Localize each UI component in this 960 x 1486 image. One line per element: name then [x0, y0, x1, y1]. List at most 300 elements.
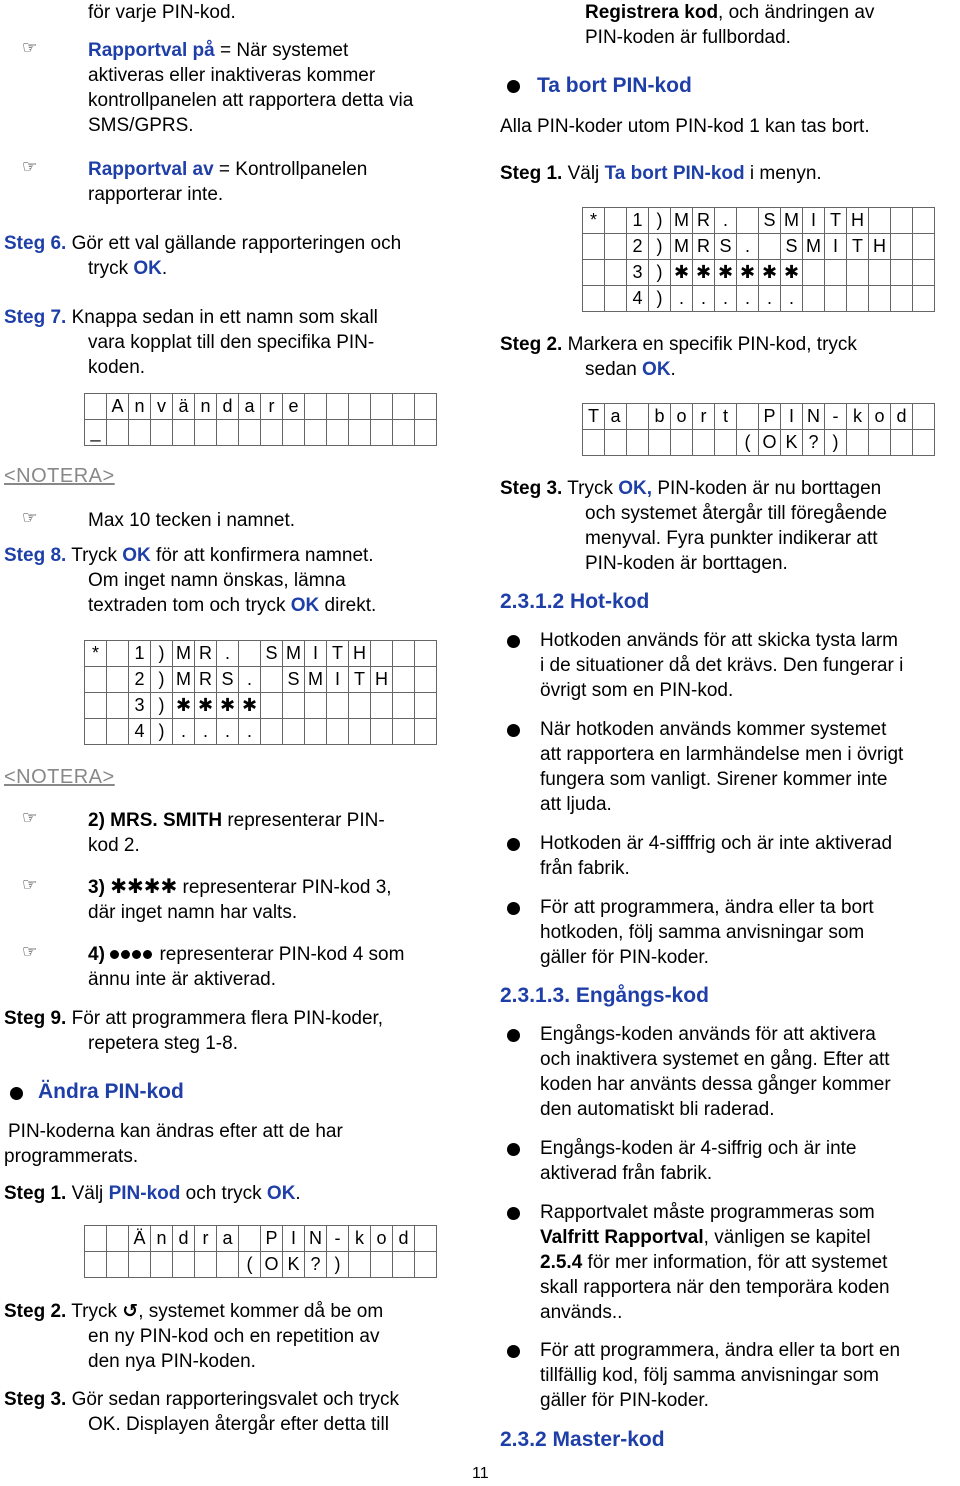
bullet-dot-icon: [507, 724, 520, 737]
lcd-cell: ?: [803, 430, 825, 456]
lcd-cell: ): [151, 719, 173, 745]
lcd-cell: (: [737, 430, 759, 456]
lcd-cell: [847, 260, 869, 286]
step-line: Steg 3. Gör sedan rapporteringsvalet och tryck: [4, 1389, 399, 1410]
lcd-cell: k: [349, 1226, 371, 1252]
text-line: För att programmera, ändra eller ta bort en: [540, 1340, 901, 1361]
lcd-cell: [393, 719, 415, 745]
lcd-cell: ✱: [781, 260, 803, 286]
text-line: 4) representerar PIN-kod 4 som: [88, 944, 405, 965]
lcd-cell: [305, 719, 327, 745]
lcd-cell: [891, 260, 913, 286]
lcd-cell: H: [371, 667, 393, 693]
section-heading: 2.3.1.2 Hot-kod: [500, 590, 650, 613]
lcd-cell: [349, 693, 371, 719]
lcd-cell: [913, 208, 935, 234]
lcd-cell: a: [217, 1226, 239, 1252]
lcd-cell: [605, 208, 627, 234]
lcd-cell: [349, 719, 371, 745]
lcd-cell: [393, 693, 415, 719]
lcd-cell: [107, 641, 129, 667]
lcd-cell: [847, 286, 869, 312]
lcd-cell: A: [107, 394, 129, 420]
lcd-cell: O: [261, 1252, 283, 1278]
lcd-cell: ): [649, 208, 671, 234]
lcd-cell: S: [715, 234, 737, 260]
lcd-cell: M: [173, 641, 195, 667]
lcd-cell: H: [349, 641, 371, 667]
text-line: Max 10 tecken i namnet.: [88, 510, 295, 531]
bullet-dot-icon: [507, 902, 520, 915]
lcd-cell: o: [869, 404, 891, 430]
lcd-cell: ): [649, 234, 671, 260]
lcd-row: [85, 394, 437, 420]
lcd-cell: T: [583, 404, 605, 430]
lcd-cell: H: [869, 234, 891, 260]
lcd-cell: [349, 420, 371, 446]
lcd-row: [85, 1226, 437, 1252]
bullet-dot-icon: [507, 635, 520, 648]
lcd-cell: v: [151, 394, 173, 420]
lcd-cell: .: [715, 286, 737, 312]
lcd-cell: d: [217, 394, 239, 420]
lcd-cell: N: [803, 404, 825, 430]
text-line: skall rapportera när den temporära koden: [540, 1277, 890, 1298]
lcd-cell: .: [737, 286, 759, 312]
lcd-cell: [107, 1252, 129, 1278]
lcd-cell: [107, 667, 129, 693]
text-line: Engångs-koden är 4-siffrig och är inte: [540, 1138, 857, 1159]
lcd-cell: I: [803, 208, 825, 234]
section-heading: 2.3.1.3. Engångs-kod: [500, 984, 709, 1007]
pointing-hand-icon: ☞: [22, 808, 38, 828]
text-line: i de situationer då det krävs. Den fungerar i: [540, 655, 904, 676]
lcd-cell: [217, 1252, 239, 1278]
lcd-cell: T: [349, 667, 371, 693]
pointing-hand-icon: ☞: [22, 38, 38, 58]
lcd-cell: H: [847, 208, 869, 234]
lcd-cell: -: [825, 404, 847, 430]
lcd-cell: T: [847, 234, 869, 260]
lcd-cell: [913, 430, 935, 456]
text-line: och inaktivera systemet en gång. Efter att: [540, 1049, 890, 1070]
lcd-cell: [649, 430, 671, 456]
lcd-cell: M: [671, 234, 693, 260]
step-line: Steg 3. Tryck OK, PIN-koden är nu borttagen: [500, 478, 882, 499]
lcd-cell: S: [759, 208, 781, 234]
lcd-cell: _: [85, 420, 107, 446]
text-line: Valfritt Rapportval, vänligen se kapitel: [540, 1227, 871, 1248]
bullet-dot-icon: [507, 1143, 520, 1156]
lcd-cell: P: [261, 1226, 283, 1252]
text-line: hotkoden, följ samma anvisningar som: [540, 922, 865, 943]
lcd-cell: a: [605, 404, 627, 430]
lcd-cell: M: [173, 667, 195, 693]
lcd-display-pin-list: [582, 207, 935, 312]
notera-label: <NOTERA>: [4, 766, 115, 788]
lcd-cell: S: [283, 667, 305, 693]
lcd-cell: [371, 394, 393, 420]
lcd-cell: [737, 404, 759, 430]
lcd-cell: .: [693, 286, 715, 312]
lcd-cell: r: [195, 1226, 217, 1252]
lcd-row: [583, 430, 935, 456]
text-line: För att programmera, ändra eller ta bort: [540, 897, 874, 918]
lcd-cell: [847, 430, 869, 456]
lcd-cell: [371, 641, 393, 667]
lcd-cell: M: [671, 208, 693, 234]
lcd-cell: ✱: [239, 693, 261, 719]
lcd-cell: [605, 234, 627, 260]
step-line: Steg 7. Knappa sedan in ett namn som skall: [4, 307, 378, 328]
lcd-display-name: [84, 393, 437, 446]
text-line: gäller för PIN-koder.: [540, 947, 709, 968]
lcd-cell: I: [825, 234, 847, 260]
lcd-cell: ✱: [737, 260, 759, 286]
lcd-cell: [107, 1226, 129, 1252]
lcd-cell: [415, 1252, 437, 1278]
lcd-cell: ✱: [217, 693, 239, 719]
text-line: en ny PIN-kod och en repetition av: [88, 1326, 380, 1347]
lcd-row: [583, 208, 935, 234]
text-line: textraden tom och tryck OK direkt.: [88, 595, 377, 616]
lcd-cell: M: [781, 208, 803, 234]
text-line: används..: [540, 1302, 623, 1323]
lcd-cell: e: [283, 394, 305, 420]
text-line: rapporterar inte.: [88, 184, 224, 205]
lcd-cell: K: [283, 1252, 305, 1278]
lcd-row: [583, 234, 935, 260]
text-line: Alla PIN-koder utom PIN-kod 1 kan tas bort.: [500, 116, 870, 137]
text-line: för varje PIN-kod.: [88, 2, 236, 23]
lcd-cell: [173, 1252, 195, 1278]
lcd-cell: ): [327, 1252, 349, 1278]
lcd-cell: [825, 286, 847, 312]
lcd-cell: d: [393, 1226, 415, 1252]
lcd-cell: Ä: [129, 1226, 151, 1252]
lcd-cell: [327, 693, 349, 719]
lcd-cell: [261, 719, 283, 745]
lcd-cell: [891, 286, 913, 312]
lcd-cell: [85, 394, 107, 420]
text-line: SMS/GPRS.: [88, 115, 194, 136]
lcd-display-pin-list: [84, 640, 437, 745]
text-line: koden.: [88, 357, 146, 378]
lcd-cell: [913, 234, 935, 260]
text-line: övrigt som en PIN-kod.: [540, 680, 734, 701]
lcd-cell: [583, 286, 605, 312]
lcd-cell: S: [217, 667, 239, 693]
bullet-dot-icon: [507, 838, 520, 851]
lcd-row: [583, 260, 935, 286]
lcd-cell: [107, 420, 129, 446]
text-line: gäller för PIN-koder.: [540, 1390, 709, 1411]
step-line: Steg 1. Välj PIN-kod och tryck OK.: [4, 1183, 301, 1204]
lcd-row: [85, 667, 437, 693]
lcd-cell: [283, 693, 305, 719]
lcd-cell: [415, 420, 437, 446]
lcd-cell: .: [217, 719, 239, 745]
lcd-cell: [327, 719, 349, 745]
text-line: Hotkoden är 4-sifffrig och är inte aktiverad: [540, 833, 893, 854]
text-line: PIN-koderna kan ändras efter att de har: [8, 1121, 343, 1142]
lcd-cell: O: [759, 430, 781, 456]
lcd-cell: [261, 667, 283, 693]
lcd-cell: [393, 641, 415, 667]
lcd-cell: [107, 693, 129, 719]
lcd-cell: [349, 394, 371, 420]
text-line: tillfällig kod, följ samma anvisningar som: [540, 1365, 879, 1386]
text-line: 2) MRS. SMITH representerar PIN-: [88, 810, 385, 831]
lcd-cell: I: [327, 667, 349, 693]
lcd-cell: 3: [129, 693, 151, 719]
lcd-cell: M: [305, 667, 327, 693]
text-line: den nya PIN-koden.: [88, 1351, 256, 1372]
lcd-cell: [85, 1226, 107, 1252]
lcd-cell: [583, 260, 605, 286]
lcd-cell: .: [217, 641, 239, 667]
lcd-cell: [869, 430, 891, 456]
lcd-cell: [415, 667, 437, 693]
lcd-cell: R: [195, 667, 217, 693]
text-line: från fabrik.: [540, 858, 630, 879]
lcd-cell: t: [715, 404, 737, 430]
lcd-cell: [891, 208, 913, 234]
lcd-cell: [605, 260, 627, 286]
lcd-cell: [415, 693, 437, 719]
lcd-cell: ✱: [173, 693, 195, 719]
page-number: 11: [472, 1465, 489, 1482]
step-line: Steg 1. Välj Ta bort PIN-kod i menyn.: [500, 163, 822, 184]
lcd-cell: [583, 430, 605, 456]
text-line: vara kopplat till den specifika PIN-: [88, 332, 375, 353]
lcd-cell: [693, 430, 715, 456]
lcd-cell: [283, 719, 305, 745]
lcd-cell: [371, 1252, 393, 1278]
lcd-cell: [803, 260, 825, 286]
lcd-cell: [151, 420, 173, 446]
lcd-cell: [393, 667, 415, 693]
lcd-cell: *: [583, 208, 605, 234]
lcd-cell: [305, 420, 327, 446]
text-line: 2.5.4 för mer information, för att systemet: [540, 1252, 888, 1273]
lcd-cell: b: [649, 404, 671, 430]
lcd-cell: [327, 394, 349, 420]
lcd-cell: [393, 394, 415, 420]
lcd-cell: [371, 693, 393, 719]
lcd-cell: ): [649, 260, 671, 286]
lcd-cell: [759, 234, 781, 260]
lcd-cell: r: [261, 394, 283, 420]
text-line: Registrera kod, och ändringen av: [585, 2, 875, 23]
lcd-cell: (: [239, 1252, 261, 1278]
text-line: Rapportval av = Kontrollpanelen: [88, 159, 368, 180]
lcd-cell: .: [239, 667, 261, 693]
bullet-dot-icon: [507, 1029, 520, 1042]
text-line: OK. Displayen återgår efter detta till: [88, 1414, 389, 1435]
lcd-cell: n: [151, 1226, 173, 1252]
lcd-cell: k: [847, 404, 869, 430]
lcd-cell: [415, 641, 437, 667]
text-line: Engångs-koden används för att aktivera: [540, 1024, 876, 1045]
lcd-cell: [583, 234, 605, 260]
bullet-dot-icon: [507, 80, 520, 93]
lcd-cell: [173, 420, 195, 446]
lcd-cell: [283, 420, 305, 446]
text-line: Rapportvalet måste programmeras som: [540, 1202, 875, 1223]
lcd-cell: [151, 1252, 173, 1278]
lcd-cell: .: [173, 719, 195, 745]
text-line: att ljuda.: [540, 794, 612, 815]
lcd-cell: [85, 667, 107, 693]
lcd-cell: [371, 420, 393, 446]
lcd-cell: ✱: [671, 260, 693, 286]
lcd-cell: [869, 286, 891, 312]
lcd-cell: [415, 719, 437, 745]
lcd-cell: [825, 260, 847, 286]
section-heading: Ändra PIN-kod: [38, 1080, 184, 1103]
pointing-hand-icon: ☞: [22, 942, 38, 962]
lcd-cell: [239, 641, 261, 667]
lcd-cell: [415, 1226, 437, 1252]
bullet-dot-icon: [10, 1087, 23, 1100]
lcd-cell: [913, 260, 935, 286]
lcd-cell: [803, 286, 825, 312]
lcd-cell: .: [671, 286, 693, 312]
lcd-cell: .: [759, 286, 781, 312]
lcd-display-tabort: [582, 403, 935, 456]
lcd-cell: [239, 1226, 261, 1252]
lcd-cell: M: [283, 641, 305, 667]
lcd-cell: [85, 1252, 107, 1278]
lcd-row: [85, 641, 437, 667]
text-line: sedan OK.: [585, 359, 676, 380]
lcd-display-andra: [84, 1225, 437, 1278]
text-line: ännu inte är aktiverad.: [88, 969, 277, 990]
lcd-cell: [869, 260, 891, 286]
lcd-cell: ✱: [195, 693, 217, 719]
text-line: att rapportera en larmhändelse men i övrigt: [540, 744, 904, 765]
lcd-row: [85, 693, 437, 719]
step-line: Steg 2. Markera en specifik PIN-kod, tryck: [500, 334, 857, 355]
text-line: 3) ✱✱✱✱ representerar PIN-kod 3,: [88, 876, 392, 898]
pointing-hand-icon: ☞: [22, 508, 38, 528]
lcd-cell: [393, 1252, 415, 1278]
lcd-cell: ä: [173, 394, 195, 420]
lcd-cell: [305, 693, 327, 719]
lcd-cell: [605, 286, 627, 312]
text-line: Rapportval på = När systemet: [88, 40, 349, 61]
text-line: den automatiskt bli raderad.: [540, 1099, 775, 1120]
lcd-cell: R: [693, 234, 715, 260]
lcd-row: [583, 286, 935, 312]
lcd-cell: ): [151, 667, 173, 693]
lcd-cell: .: [715, 208, 737, 234]
lcd-cell: .: [239, 719, 261, 745]
lcd-cell: 1: [627, 208, 649, 234]
lcd-cell: T: [327, 641, 349, 667]
section-heading: 2.3.2 Master-kod: [500, 1428, 665, 1451]
lcd-cell: [869, 208, 891, 234]
text-line: menyval. Fyra punkter indikerar att: [585, 528, 878, 549]
lcd-cell: .: [195, 719, 217, 745]
lcd-cell: I: [283, 1226, 305, 1252]
lcd-cell: [195, 1252, 217, 1278]
section-heading: Ta bort PIN-kod: [537, 74, 692, 97]
lcd-cell: [891, 430, 913, 456]
lcd-cell: 2: [627, 234, 649, 260]
lcd-cell: o: [371, 1226, 393, 1252]
text-line: kod 2.: [88, 835, 140, 856]
text-line: koden har använts dessa gånger kommer: [540, 1074, 891, 1095]
lcd-cell: [627, 404, 649, 430]
step-line: Steg 9. För att programmera flera PIN-koder,: [4, 1008, 384, 1029]
lcd-cell: a: [239, 394, 261, 420]
lcd-cell: [129, 420, 151, 446]
text-line: och systemet återgår till föregående: [585, 503, 888, 524]
step-line: Steg 2. Tryck ↺, systemet kommer då be om: [4, 1301, 384, 1322]
lcd-cell: .: [781, 286, 803, 312]
lcd-row: [85, 1252, 437, 1278]
pointing-hand-icon: ☞: [22, 875, 38, 895]
lcd-cell: [349, 1252, 371, 1278]
text-line: PIN-koden är borttagen.: [585, 553, 788, 574]
lcd-cell: 4: [627, 286, 649, 312]
lcd-row: [85, 420, 437, 446]
lcd-cell: R: [195, 641, 217, 667]
lcd-cell: [305, 394, 327, 420]
lcd-cell: [715, 430, 737, 456]
text-line: kontrollpanelen att rapportera detta via: [88, 90, 414, 111]
step-line: Steg 6. Gör ett val gällande rapporteringen och: [4, 233, 402, 254]
lcd-cell: [129, 1252, 151, 1278]
lcd-cell: [107, 719, 129, 745]
lcd-cell: o: [671, 404, 693, 430]
step-line: Steg 8. Tryck OK för att konfirmera namnet.: [4, 545, 374, 566]
lcd-cell: P: [759, 404, 781, 430]
lcd-cell: R: [693, 208, 715, 234]
lcd-cell: 3: [627, 260, 649, 286]
lcd-cell: ?: [305, 1252, 327, 1278]
lcd-cell: 1: [129, 641, 151, 667]
notera-label: <NOTERA>: [4, 465, 115, 487]
lcd-cell: d: [173, 1226, 195, 1252]
lcd-cell: [239, 420, 261, 446]
lcd-cell: T: [825, 208, 847, 234]
lcd-cell: [195, 420, 217, 446]
lcd-cell: N: [305, 1226, 327, 1252]
lcd-cell: S: [261, 641, 283, 667]
back-key-icon: ↺: [122, 1301, 139, 1322]
lcd-cell: ✱: [693, 260, 715, 286]
lcd-cell: [327, 420, 349, 446]
text-line: där inget namn har valts.: [88, 902, 298, 923]
lcd-cell: [393, 420, 415, 446]
lcd-cell: ): [649, 286, 671, 312]
lcd-row: [85, 719, 437, 745]
four-dots-icon: [110, 944, 154, 965]
lcd-cell: d: [891, 404, 913, 430]
lcd-cell: ✱: [759, 260, 781, 286]
lcd-cell: I: [781, 404, 803, 430]
lcd-cell: [261, 420, 283, 446]
text-line: tryck OK.: [88, 258, 168, 279]
lcd-cell: ): [825, 430, 847, 456]
lcd-cell: S: [781, 234, 803, 260]
lcd-cell: *: [85, 641, 107, 667]
lcd-cell: -: [327, 1226, 349, 1252]
lcd-cell: [737, 208, 759, 234]
